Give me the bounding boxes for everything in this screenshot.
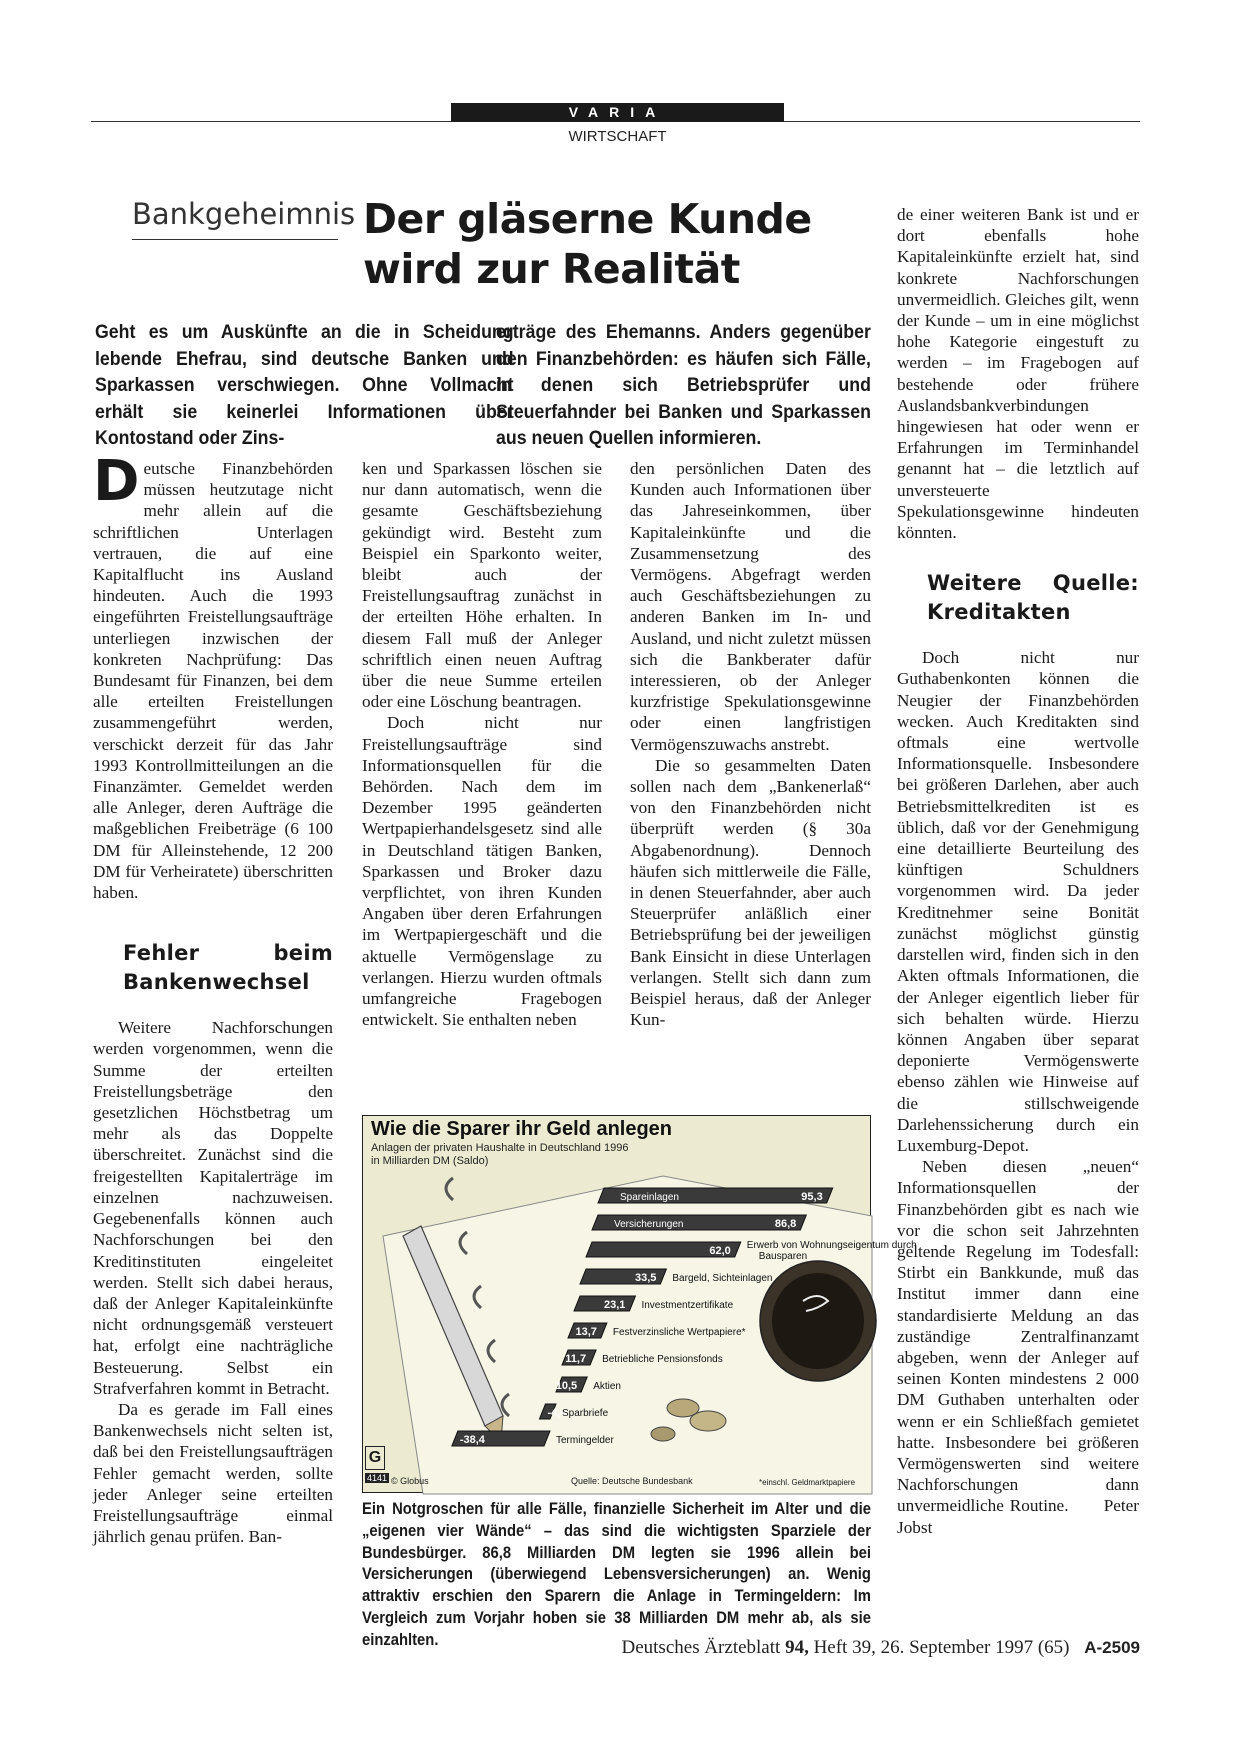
col4-paragraph-3: Neben diesen „neuen“ Informationsquellen der Finanzbehörden gibt es nach wie vor die schon seit Jahrzehnten geltende Regelung im Todesfall: Stirbt ein Bankkunde, muß das Institut immer dann eine standardisierte Meldung an das zuständige Zentralfinanzamt abgeben, wenn der Anleger auf seinen Konten mindestens 2 000 DM Guthaben unterhalten oder wenn er ein Schließfach gemietet hatte. Insbesondere bei größeren Vermögenswerten sind weitere Nachforschungen dann unvermeidliche Routine. Peter Jobst: [897, 1157, 1140, 1537]
bar-category-label: Versicherungen: [614, 1219, 684, 1230]
col3-paragraph-1: den persönlichen Daten des Kunden auch Informationen über das Jahreseinkommen, über Kapitaleinkünfte und die Zusammensetzung des Vermögens. Abgefragt werden auch Geschäftsbeziehungen zu anderen Banken im In- und Ausland, und nicht zuletzt müssen sich die Bankberater dafür interessieren, ob der Anleger kurzfristige Spekulationsgewinne oder einen langfristigen Vermögenszuwachs anstrebt.: [630, 459, 871, 754]
bar-category-label: Sparbriefe: [562, 1408, 609, 1419]
chart-source: Quelle: Deutsche Bundesbank: [571, 1476, 693, 1486]
col2-paragraph-2: Doch nicht nur Freistellungsaufträge sind Informationsquellen für die Behörden. Nach dem im Dezember 1995 geänderten Wertpapierhandelsgesetz sind alle in Deutschland tätigen Banken, Sparkassen und Broker dazu verpflichtet, von ihren Kunden Angaben über deren Erfahrungen im Wertpapiergeschäft und die aktuelle Vermögenslage zu verlangen. Hierzu wurden oftmals umfangreiche Fragebogen entwickelt. Sie enthalten neben: [362, 713, 602, 1030]
bar-value-label: -38,4: [459, 1434, 485, 1446]
journal-issue: Heft 39, 26. September 1997 (65): [813, 1637, 1070, 1658]
chart-subtitle-1: Anlagen der privaten Haushalte in Deutschland 1996: [371, 1142, 629, 1154]
figure-caption: Ein Notgroschen für alle Fälle, finanzielle Sicherheit im Alter und die „eigenen vier Wände“ – das sind die wichtigsten Sparziele der Bundesbürger. 86,8 Milliarden DM legten sie 1996 allein bei Versicherungen (überwiegend Lebensversicherungen) an. Wenig attraktiv erschien den Sparern die Anlage in Termingeldern: Im Vergleich zum Vorjahr hoben sie 38 Milliarden DM mehr ab, als sie einzahlten.: [362, 1499, 871, 1649]
headline: [363, 194, 883, 294]
col1-paragraph-2: Weitere Nachforschungen werden vorgenommen, wenn die Summe der erteilten Freistellungsbeträge den gesetzlichen Höchstbetrag um mehr als das Doppelte überschreitet. Zunächst sind die freigestellten Kapitalerträge im einzelnen nachzuweisen. Gegebenenfalls können auch Nachforschungen bei den Kreditinstituten eingeleitet werden. Stellt sich dabei heraus, daß der Anleger Kapitaleinkünfte nicht ordnungsgemäß versteuert hat, erfolgt eine nachträgliche Besteuerung. Selbst ein Strafverfahren kommt in Betracht.: [93, 1018, 333, 1398]
coffee-cup-icon: [760, 1261, 876, 1381]
bar-category-label: Bargeld, Sichteinlagen: [672, 1273, 773, 1284]
bar-category-label: Spareinlagen: [620, 1192, 679, 1203]
chart-logo-text: © Globus: [391, 1476, 429, 1486]
chart-footnote: *einschl. Geldmarktpapiere: [759, 1478, 856, 1487]
bar-value-label: 86,8: [774, 1218, 797, 1230]
bar-category-label: Termingelder: [556, 1435, 614, 1446]
kicker-rule: [132, 239, 338, 240]
col4-paragraph-2: Doch nicht nur Guthabenkonten können die Neugier der Finanzbehörden wecken. Auch Kreditakten sind oftmals eine wertvolle Informationsquelle. Insbesondere bei größeren Darlehen, aber auch Betriebsmittelkrediten ist es üblich, daß vor der Genehmigung eine detaillierte Beurteilung des künftigen Schuldners vorgenommen wird. Da jeder Kreditnehmer seine Bonität zunächst möglichst günstig darstellen wird, finden sich in den Akten oftmals Informationen, die der Anleger eigentlich lieber für sich behalten würde. Hierzu können Angaben über separat deponierte Vermögenswerte ebenso zählen wie Hinweise auf die stillschweigende Darlehenssicherung durch ein Luxemburg-Depot.: [897, 648, 1139, 1155]
col2-paragraph-1: ken und Sparkassen löschen sie nur dann automatisch, wenn die gesamte Geschäftsbeziehung gekündigt wird. Besteht zum Beispiel ein Sparkonto weiter, bleibt auch der Freistellungsauftrag zunächst in der erteilten Höhe erhalten. In diesem Fall muß der Anleger schriftlich einen neuen Auftrag über die neue Summe erteilen oder eine Löschung beantragen.: [362, 459, 602, 712]
lead-col1: Geht es um Auskünfte an die in Scheidung lebende Ehefrau, sind deutsche Banken und Sparkassen verschwiegen. Ohne Vollmacht erhält sie keinerlei Informationen über Kontostand oder Zins-: [95, 321, 514, 449]
kicker: Bankgeheimnis: [132, 197, 356, 231]
page-number: A-2509: [1084, 1638, 1140, 1657]
binder-ring-icon: [446, 1178, 453, 1200]
bar-value-label: 62,0: [709, 1245, 731, 1257]
globus-logo-icon: G: [365, 1446, 385, 1470]
column-1: [93, 449, 333, 1547]
lead-col2: erträge des Ehemanns. Anders gegenüber den Finanzbehörden: es häufen sich Fälle, in denen sich Betriebsprüfer und Steuerfahnder bei Banken und Sparkassen aus neuen Quellen informieren.: [496, 321, 871, 449]
author: Peter Jobst: [897, 1496, 1140, 1537]
bar-category-label: Aktien: [593, 1381, 621, 1392]
bar-category-label: Betriebliche Pensionsfonds: [602, 1354, 723, 1365]
bar-value-label: 11,7: [565, 1353, 587, 1365]
bar-category-label: Erwerb von Wohnungseigentum durch Bausparen: [746, 1240, 917, 1262]
infographic: [362, 1115, 917, 1493]
bar-value-label: -4,4: [547, 1407, 567, 1419]
headline-line2: wird zur Realität: [363, 245, 740, 293]
journal-volume: 94,: [785, 1637, 809, 1658]
bar-value-label: 95,3: [801, 1191, 823, 1203]
chart-title: Wie die Sparer ihr Geld anlegen: [371, 1118, 673, 1140]
headline-line1: Der gläserne Kunde: [363, 195, 812, 243]
bar-chart: [363, 1116, 917, 1494]
chart-subtitle-2: in Milliarden DM (Saldo): [371, 1155, 489, 1167]
column-2: [362, 458, 602, 1030]
subhead-bankenwechsel: Fehler beim Bankenwechsel: [123, 941, 333, 995]
bar-value-label: 33,5: [634, 1272, 657, 1284]
column-3: [630, 458, 871, 1030]
dropcap: D: [93, 449, 140, 514]
subhead-kreditakten: Weitere Quelle: Kreditakten: [927, 571, 1139, 625]
bar-category-label: Investmentzertifikate: [641, 1300, 734, 1311]
bar-value-label: 10,5: [555, 1380, 578, 1392]
col1-paragraph-1: Deutsche Finanzbehörden müssen heutzutage nicht mehr allein auf die schriftlichen Unterlagen vertrauen, die auf eine Kapitalflucht ins Ausland hindeuten. Auch die 1993 eingeführten Freistellungsaufträge unterliegen inzwischen der konkreten Nachprüfung: Das Bundesamt für Finanzen, bei dem alle erteilten Freistellungen zusammengeführt werden, verschickt derzeit für das Jahr 1993 Kontrollmitteilungen an die Finanzämter. Gemeldet werden alle Anleger, deren Aufträge die maßgeblichen Freibeträge (6 100 DM für Alleinstehende, 12 200 DM für Verheiratete) überschritten haben.: [93, 449, 333, 903]
journal-name: Deutsches Ärzteblatt: [621, 1637, 781, 1658]
section-tag: VARIA: [451, 103, 784, 122]
graphic-number: 4141: [367, 1473, 388, 1483]
bar-category-label: Festverzinsliche Wertpapiere*: [612, 1327, 746, 1338]
col1-paragraph-3: Da es gerade im Fall eines Bankenwechsels nicht selten ist, daß bei den Freistellungsaufträgen Fehler gemacht werden, sollte jeder Anleger seine erteilten Freistellungsaufträge einmal jährlich genau prüfen. Ban-: [93, 1399, 333, 1547]
section-label: WIRTSCHAFT: [568, 128, 667, 145]
bar-value-label: 23,1: [604, 1299, 626, 1311]
bar-value-label: 13,7: [575, 1326, 597, 1338]
column-4: [897, 204, 1139, 1538]
page-footer: [580, 1637, 1140, 1659]
col3-paragraph-2: Die so gesammelten Daten sollen nach dem „Bankenerlaß“ von den Finanzbehörden nicht überprüft werden (§ 30a Abgabenordnung). Dennoch häufen sich mittlerweile die Fälle, in denen Steuerfahnder, aber auch Steuerprüfer anläßlich einer Betriebsprüfung bei der jeweiligen Bank Einsicht in diese Unterlagen verlangen. Stellt sich dann zum Beispiel heraus, daß der Anleger Kun-: [630, 755, 871, 1030]
col4-paragraph-1: de einer weiteren Bank ist und er dort ebenfalls hohe Kapitaleinkünfte erzielt hat, sind konkrete Nachforschungen unvermeidlich. Gleiches gilt, wenn der Kunde – um in eine möglichst hohe Kategorie eingestuft zu werden – im Fragebogen auf bestehende oder frühere Auslandsbankverbindungen hingewiesen hat oder wenn er Erfahrungen im Terminhandel genannt hat – die letztlich auf unversteuerte Spekulationsgewinne hindeuten könnten.: [897, 205, 1139, 543]
